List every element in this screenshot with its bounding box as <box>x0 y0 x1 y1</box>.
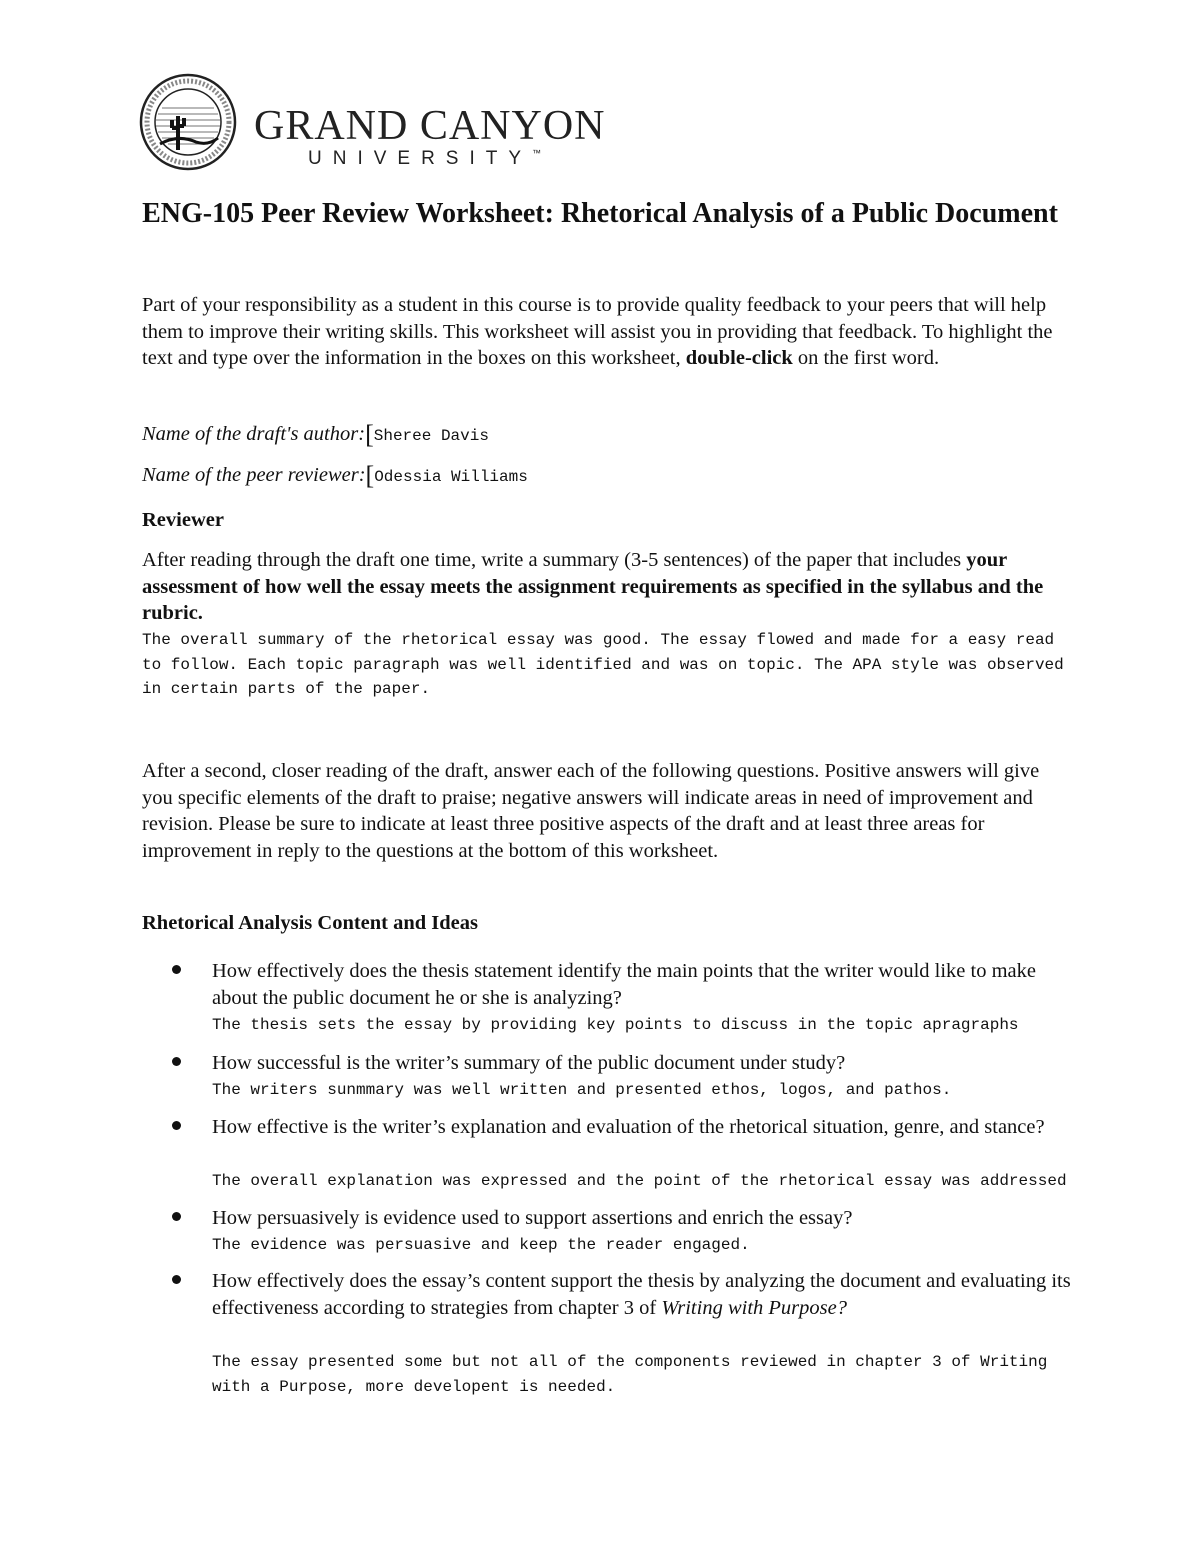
trademark-symbol: ™ <box>532 148 542 158</box>
reviewer-field[interactable]: Odessia Williams <box>374 468 528 486</box>
question-text: How effective is the writer’s explanation and evaluation of the rhetorical situation, genre, and stance? <box>212 1116 1045 1138</box>
answer-field[interactable]: The overall explanation was expressed and the point of the rhetorical essay was addressed <box>212 1172 1067 1190</box>
intro-text: Part of your responsibility as a student in this course is to provide quality feedback to your peers that will help them to improve their writing skills. This worksheet will assist you in providing that feedback. To highlight the text and type over the information in the boxes on this worksheet, <box>142 294 1053 369</box>
question-text: How effectively does the thesis statement identify the main points that the writer would like to make about the public document he or she is analyzing? <box>212 960 1036 1009</box>
university-seal-icon <box>138 72 242 172</box>
answer-field[interactable]: The writers sunmmary was well written and presented ethos, logos, and pathos. <box>212 1081 952 1099</box>
field-bracket: [ <box>365 461 375 490</box>
logo-wordmark: GRAND CANYON <box>254 103 606 149</box>
field-bracket: [ <box>365 420 374 449</box>
question-text: How successful is the writer’s summary of the public document under study? <box>212 1052 846 1074</box>
intro-paragraph <box>142 292 1072 372</box>
second-reading-paragraph: After a second, closer reading of the draft, answer each of the following questions. Positive answers will give you specific elements of the draft to praise; negative answers will indicate areas in need of improvement and revision. Please be sure to indicate at least three positive aspects of the draft and at least three areas for improvement in reply to the questions at the bottom of this worksheet. <box>142 760 1040 862</box>
reviewer-label: Name of the peer reviewer: <box>142 464 366 486</box>
question-text: How persuasively is evidence used to support assertions and enrich the essay? <box>212 1207 853 1229</box>
reviewer-prompt <box>142 547 1072 627</box>
question-text <box>212 1268 1072 1321</box>
content-ideas-heading: Rhetorical Analysis Content and Ideas <box>142 912 479 934</box>
question-text-plain: How effectively does the essay’s content support the thesis by analyzing the document and evaluating its effectiveness according to strategies from chapter 3 of <box>212 1270 1071 1319</box>
bullet-icon <box>172 1057 181 1066</box>
author-field-row <box>142 420 489 450</box>
logo-subtitle-text: UNIVERSITY <box>308 148 533 169</box>
author-field[interactable]: Sheree Davis <box>373 427 489 445</box>
bullet-icon <box>172 1121 181 1130</box>
reviewer-field-row <box>142 461 528 491</box>
reviewer-heading: Reviewer <box>142 509 224 531</box>
answer-field[interactable]: The essay presented some but not all of the components reviewed in chapter 3 of Writing with a Purpose, more developent is needed. <box>212 1353 1048 1396</box>
university-logo <box>138 72 606 172</box>
answer-field[interactable]: The thesis sets the essay by providing key points to discuss in the topic apragraphs <box>212 1016 1019 1034</box>
intro-text-end: on the first word. <box>792 347 940 369</box>
page-title: ENG-105 Peer Review Worksheet: Rhetorical Analysis of a Public Document <box>142 198 1058 229</box>
book-title-italic: Writing with Purpose? <box>661 1296 847 1319</box>
reviewer-prompt-text: After reading through the draft one time, write a summary (3-5 sentences) of the paper that includes <box>142 549 967 571</box>
answer-field[interactable]: The evidence was persuasive and keep the reader engaged. <box>212 1236 750 1254</box>
bullet-icon <box>172 965 181 974</box>
author-label: Name of the draft's author: <box>142 423 366 445</box>
reviewer-prompt-bold: your assessment of how well the essay meets the assignment requirements as specified in the syllabus and the rubric. <box>142 549 1044 624</box>
logo-subtitle <box>308 148 541 170</box>
bullet-icon <box>172 1212 181 1221</box>
intro-bold-text: double-click <box>685 347 793 369</box>
bullet-icon <box>172 1275 181 1284</box>
summary-answer-field[interactable]: The overall summary of the rhetorical essay was good. The essay flowed and made for a easy read to follow. Each topic paragraph was well identified and was on topic. The APA style was observed in certain parts of the paper. <box>142 631 1064 698</box>
